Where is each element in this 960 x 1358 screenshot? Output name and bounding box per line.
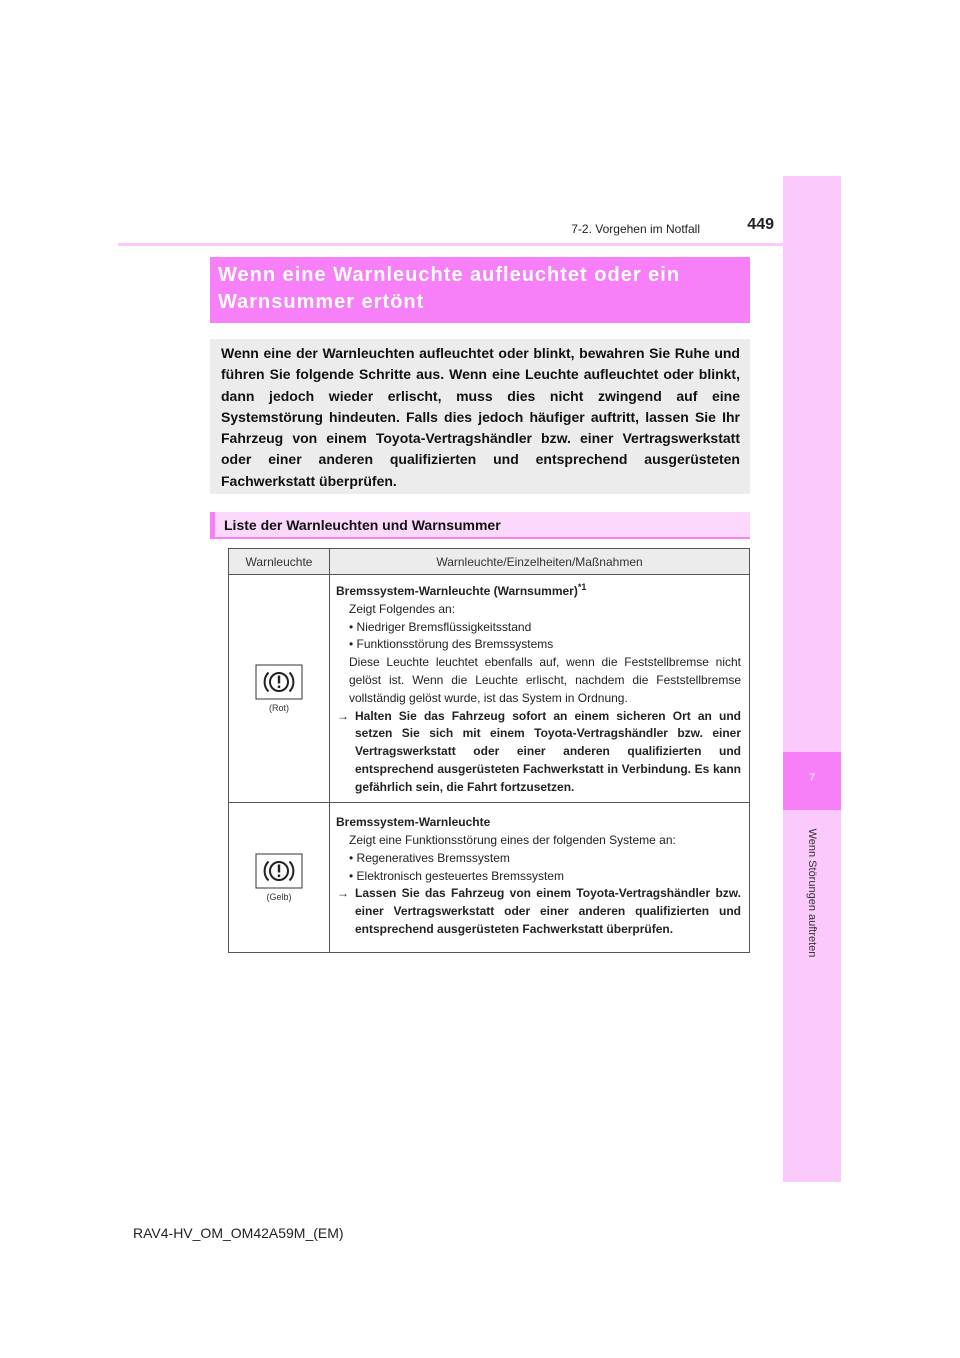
action-instruction xyxy=(336,885,741,938)
icon-cell xyxy=(229,802,330,952)
description-note: Diese Leuchte leuchtet ebenfalls auf, wenn die Feststellbremse nicht gelöst ist. Wenn die Leuchte erlischt, nachdem die Feststellbremse vollständig gelöst wurde, ist das System in Ordnung. xyxy=(349,655,741,705)
table-header-row xyxy=(229,549,750,575)
action-instruction xyxy=(336,708,741,797)
table-row xyxy=(229,575,750,803)
description-cell xyxy=(330,575,750,803)
intro-text: Wenn eine der Warnleuchten aufleuchtet oder blinkt, bewahren Sie Ruhe und führen Sie folgende Schritte aus. Wenn eine Leuchte aufleuchtet oder blinkt, dann jedoch wieder erlischt, muss dies nicht zwingend auf eine Systemstörung hindeuten. Falls dies jedoch häufiger auftritt, lassen Sie Ihr Fahrzeug von einem Toyota-Vertragshändler bzw. einer Vertragswerkstatt oder einer anderen qualifizierten und entsprechend ausgerüsteten Fachwerkstatt überprüfen. xyxy=(221,345,740,489)
arrow-icon: → xyxy=(337,886,349,901)
icon-label: (Gelb) xyxy=(266,891,292,902)
arrow-icon: → xyxy=(337,708,349,723)
description-intro: Zeigt Folgendes an: xyxy=(349,601,456,616)
action-text: Lassen Sie das Fahrzeug von einem Toyota-Vertragshändler bzw. einer Vertragswerkstatt oder einer anderen qualifizierten und entsprechend ausgerüsteten Fachwerkstatt überprüfen. xyxy=(355,886,741,937)
description-title: Bremssystem-Warnleuchte (Warnsummer)$^{*1}$ xyxy=(336,582,587,598)
chapter-number: 7 xyxy=(783,752,841,810)
list-item: • Regeneratives Bremssystem xyxy=(349,850,510,865)
intro-box xyxy=(210,339,750,494)
page-number: 449 xyxy=(747,216,774,233)
brake-system-icon xyxy=(255,853,303,889)
section-heading: 7-2. Vorgehen im Notfall xyxy=(571,222,700,236)
description-cell xyxy=(330,802,750,952)
chapter-title: Wenn Störungen auftreten xyxy=(806,828,818,958)
list-item: • Elektronisch gesteuertes Bremssystem xyxy=(349,868,564,883)
icon-cell xyxy=(229,575,330,803)
icon-label: (Rot) xyxy=(269,702,289,713)
column-header-light: Warnleuchte xyxy=(229,549,330,575)
page-title-line-1: Wenn eine Warnleuchte aufleuchtet oder ein xyxy=(218,264,681,286)
description-intro: Zeigt eine Funktionsstörung eines der folgenden Systeme an: xyxy=(349,833,676,848)
description-title: Bremssystem-Warnleuchte xyxy=(336,815,491,830)
page-title xyxy=(210,257,750,323)
footnote-marker: *1 xyxy=(577,582,587,592)
page-title-line-2: Warnsummer ertönt xyxy=(218,291,425,313)
column-header-details: Warnleuchte/Einzelheiten/Maßnahmen xyxy=(330,549,750,575)
warning-light-table xyxy=(228,548,750,953)
list-item: • Funktionsstörung des Bremssystems xyxy=(349,637,554,652)
header-divider xyxy=(118,243,841,246)
action-text: Halten Sie das Fahrzeug sofort an einem sicheren Ort an und setzen Sie sich mit einem Toyota-Vertragshändler bzw. einer Vertragswerkstatt oder einer anderen qualifizierten und entsprechend ausgerüsteten Fachwerkstatt in Verbindung. Es kann gefährlich sein, die Fahrt fortzusetzen. xyxy=(355,708,741,794)
chapter-side-tab xyxy=(783,176,841,1182)
subheading: Liste der Warnleuchten und Warnsummer xyxy=(210,512,750,539)
list-item: • Niedriger Bremsflüssigkeitsstand xyxy=(349,619,532,634)
brake-warning-icon xyxy=(255,664,303,700)
table-row xyxy=(229,802,750,952)
document-code: RAV4-HV_OM_OM42A59M_(EM) xyxy=(133,1225,344,1241)
